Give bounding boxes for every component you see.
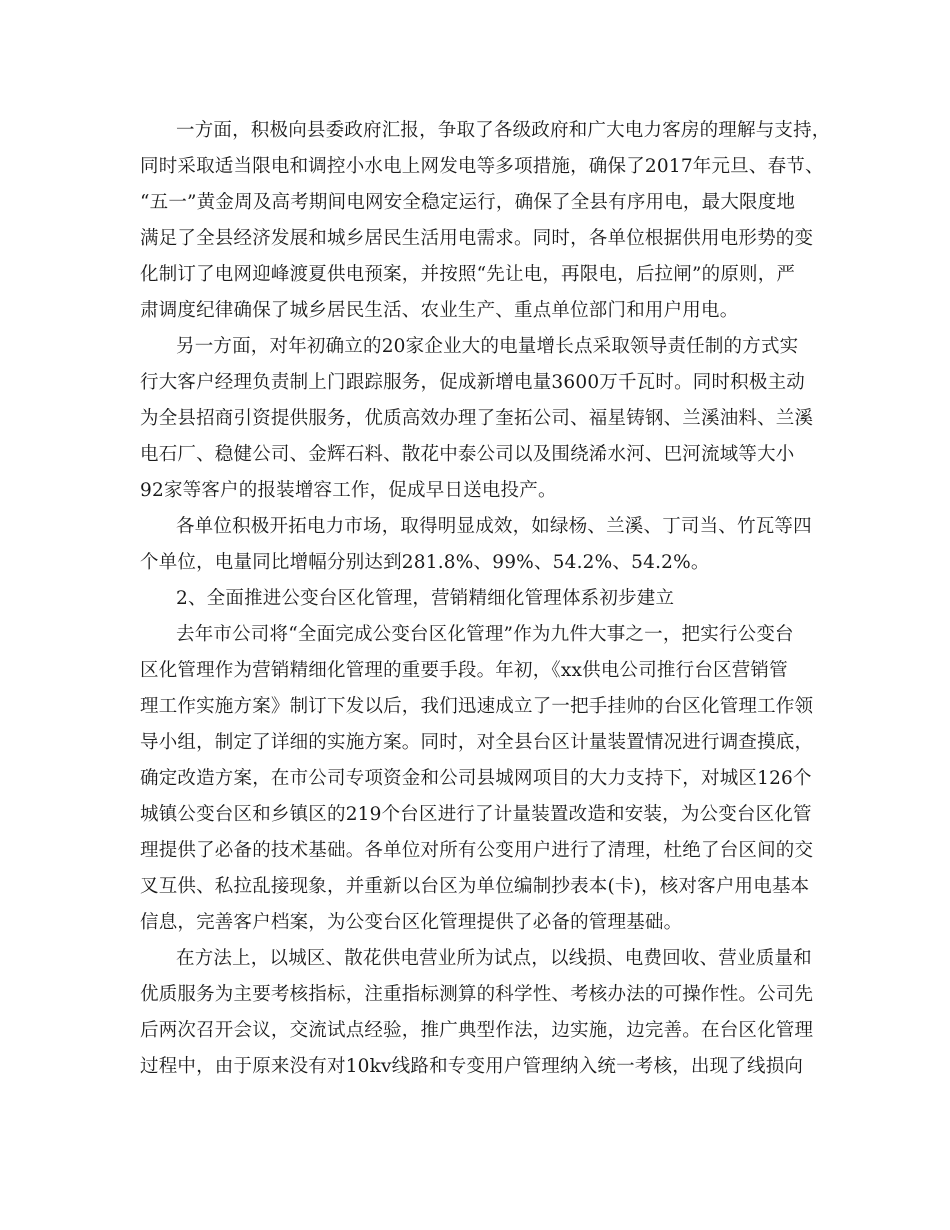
paragraph-line: 去年市公司将“全面完成公变台区化管理”作为九件大事之一，把实行公变台 [176,624,794,645]
paragraph-line: 化制订了电网迎峰渡夏供电预案，并按照“先让电，再限电，后拉闸”的原则，严 [140,264,796,285]
paragraph-line: 确定改造方案，在市公司专项资金和公司县城网项目的大力支持下，对城区126个 [140,768,812,789]
paragraph-line: 区化管理作为营销精细化管理的重要手段。年初，《xx供电公司推行台区营销管 [140,660,788,681]
paragraph-line: 导小组，制定了详细的实施方案。同时，对全县台区计量装置情况进行调查摸底， [140,732,814,753]
paragraph-line: 优质服务为主要考核指标，注重指标测算的科学性、考核办法的可操作性。公司先 [140,984,814,1005]
paragraph-line: 为全县招商引资提供服务，优质高效办理了奎拓公司、福星铸钢、兰溪油料、兰溪 [140,408,814,429]
paragraph-line: 过程中，由于原来没有对10kv线路和专变用户管理纳入统一考核，出现了线损向 [140,1056,804,1077]
section-heading: 2、全面推进公变台区化管理，营销精细化管理体系初步建立 [176,588,675,609]
paragraph-line: 肃调度纪律确保了城乡居民生活、农业生产、重点单位部门和用户用电。 [140,300,739,321]
paragraph-line: 电石厂、稳健公司、金辉石料、散花中泰公司以及围绕浠水河、巴河流域等大小 [140,444,795,465]
paragraph-line: 叉互供、私拉乱接现象，并重新以台区为单位编制抄表本(卡)，核对客户用电基本 [140,876,810,897]
paragraph-line: “五一”黄金周及高考期间电网安全稳定运行，确保了全县有序用电，最大限度地 [140,192,796,213]
paragraph-line: 满足了全县经济发展和城乡居民生活用电需求。同时，各单位根据供用电形势的变 [140,228,814,249]
paragraph-line: 各单位积极开拓电力市场，取得明显成效，如绿杨、兰溪、丁司当、竹瓦等四 [176,516,812,537]
paragraph-line: 个单位，电量同比增幅分别达到281.8%、99%、54.2%、54.2%。 [140,552,710,573]
paragraph-line: 同时采取适当限电和调控小水电上网发电等多项措施，确保了2017年元旦、春节、 [140,156,824,177]
paragraph-line: 另一方面，对年初确立的20家企业大的电量增长点采取领导责任制的方式实 [176,336,799,357]
paragraph-line: 92家等客户的报装增容工作，促成早日送电投产。 [140,480,557,501]
paragraph-line: 后两次召开会议，交流试点经验，推广典型作法，边实施，边完善。在台区化管理 [140,1020,814,1041]
paragraph-line: 信息，完善客户档案，为公变台区化管理提供了必备的管理基础。 [140,912,683,933]
paragraph-line: 一方面，积极向县委政府汇报，争取了各级政府和广大电力客房的理解与支持， [176,120,831,141]
paragraph-line: 在方法上，以城区、散花供电营业所为试点，以线损、电费回收、营业质量和 [176,948,812,969]
paragraph-line: 理工作实施方案》制订下发以后，我们迅速成立了一把手挂帅的台区化管理工作领 [140,696,814,717]
paragraph-line: 理提供了必备的技术基础。各单位对所有公变用户进行了清理，杜绝了台区间的交 [140,840,814,861]
paragraph-line: 行大客户经理负责制上门跟踪服务，促成新增电量3600万千瓦时。同时积极主动 [140,372,805,393]
paragraph-line: 城镇公变台区和乡镇区的219个台区进行了计量装置改造和安装，为公变台区化管 [140,804,812,825]
